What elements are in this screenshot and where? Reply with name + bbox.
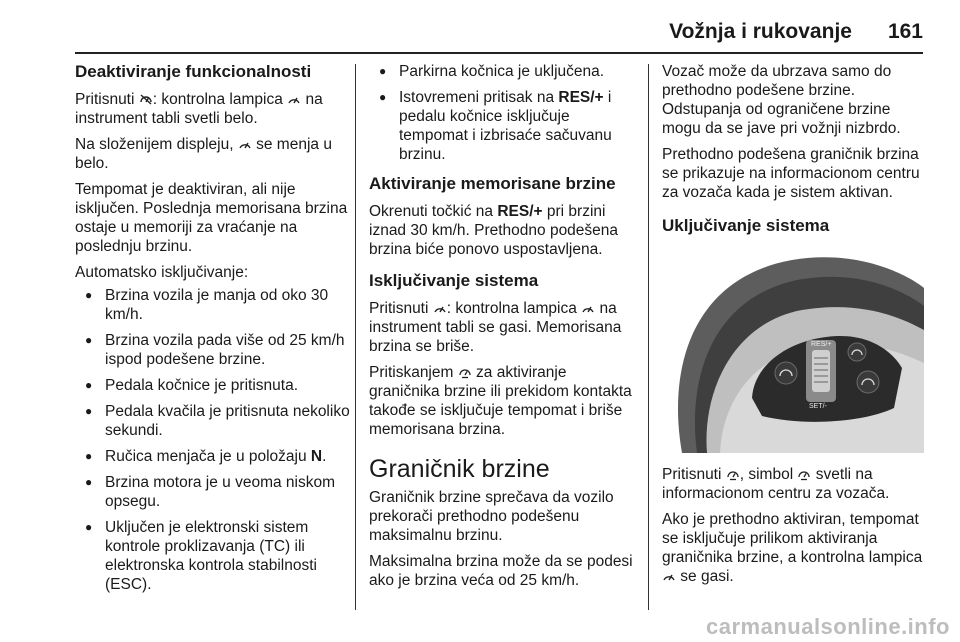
text: N — [310, 448, 323, 465]
steering-wheel-illustration — [662, 248, 924, 453]
paragraph: Automatsko isključivanje: — [75, 264, 249, 281]
list-item: ● Pedala kočnice je pritisnuta. — [75, 376, 350, 395]
text: za aktiviranje graničnika brzine ili prekidom kontakta takođe se isključuje tempomat i briše memorisana brzina. — [369, 364, 632, 438]
cruise-control-icon — [662, 569, 676, 583]
heading-speed-limiter: Graničnik brzine — [369, 455, 550, 483]
column-divider — [648, 64, 649, 610]
text: Pritisnuti — [369, 300, 433, 317]
paragraph — [662, 465, 924, 503]
list-item: ● Parkirna kočnica je uključena. — [369, 62, 634, 81]
text: na instrument tabli svetli belo. — [75, 91, 323, 127]
speed-limiter-icon — [726, 467, 740, 481]
section-title: Vožnja i rukovanje — [669, 20, 852, 43]
paragraph — [75, 135, 350, 173]
set-label: SET/- — [809, 403, 827, 410]
text: : kontrolna lampica — [446, 300, 582, 317]
column-2 — [369, 62, 634, 597]
res-label: RES/+ — [811, 341, 832, 348]
text: Pritiskanjem — [369, 364, 458, 381]
paragraph: Tempomat je deaktiviran, ali nije isključen. Poslednja memorisana brzina ostaje u memoriji za vraćanje na poslednju brzinu. — [75, 181, 348, 255]
column-3 — [662, 62, 924, 593]
paragraph — [369, 202, 634, 259]
paragraph — [75, 90, 350, 128]
paragraph — [369, 299, 634, 356]
text: Na složenijem displeju, — [75, 136, 238, 153]
heading-deactivate: Deaktiviranje funkcionalnosti — [75, 62, 312, 81]
column-divider — [355, 64, 356, 610]
speed-limiter-icon — [797, 467, 811, 481]
paragraph: Maksimalna brzina može da se podesi ako je brzina veća od 25 km/h. — [369, 553, 633, 589]
text: , simbol — [739, 466, 798, 483]
cruise-control-icon — [581, 301, 595, 315]
text: Okrenuti točkić na — [369, 203, 498, 220]
list-item: ● Brzina vozila je manja od oko 30 km/h. — [75, 286, 350, 324]
paragraph: Graničnik brzine sprečava da vozilo prekorači prethodno podešenu maksimalnu brzinu. — [369, 489, 614, 544]
text: Pritisnuti — [75, 91, 139, 108]
text: se menja u belo. — [75, 136, 332, 172]
text: Ručica menjača je u položaju — [105, 448, 311, 465]
text: RES/+ — [558, 89, 604, 106]
speed-limiter-icon — [458, 365, 472, 379]
list-item: ● Brzina motora je u veoma niskom opsegu. — [75, 473, 350, 511]
text: : kontrolna lampica — [152, 91, 288, 108]
list-item — [369, 88, 634, 164]
cruise-control-icon — [238, 137, 252, 151]
paragraph — [369, 363, 634, 439]
paragraph: Vozač može da ubrzava samo do prethodno podešene brzine. Odstupanja od ograničene brzine mogu da se jave pri vožnji nizbrdo. — [662, 63, 901, 137]
text: i pedalu kočnice isključuje tempomat i izbrisaće sačuvanu brzinu. — [399, 89, 612, 163]
page-header — [669, 20, 923, 44]
list-item: ● Pedala kvačila je pritisnuta nekoliko sekundi. — [75, 402, 350, 440]
list-item: ● Brzina vozila pada više od 25 km/h ispod podešene brzine. — [75, 331, 350, 369]
page-number: 161 — [887, 20, 923, 43]
text: Pritisnuti — [662, 466, 726, 483]
text: RES/+ — [497, 203, 543, 220]
header-rule — [75, 52, 923, 54]
cruise-control-icon — [287, 92, 301, 106]
paragraph — [662, 510, 924, 586]
text: . — [322, 448, 327, 465]
paragraph: Prethodno podešena graničnik brzina se prikazuje na informacionom centru za vozača kada je sistem aktivan. — [662, 146, 920, 201]
auto-off-list — [75, 286, 350, 594]
cruise-control-icon — [433, 301, 447, 315]
text: pri brzini iznad 30 km/h. Prethodno podešena brzina biće ponovo uspostavljena. — [369, 203, 619, 258]
cruise-cancel-icon — [139, 92, 153, 106]
text: svetli na informacionom centru za vozača. — [662, 466, 890, 502]
list-item: ● Uključen je elektronski sistem kontrole proklizavanja (TC) ili elektronska kontrola stabilnosti (ESC). — [75, 518, 350, 594]
text: na instrument tabli se gasi. Memorisana brzina se briše. — [369, 300, 622, 355]
heading-resume: Aktiviranje memorisane brzine — [369, 174, 616, 193]
auto-off-list-continued — [369, 62, 634, 164]
heading-switch-off: Isključivanje sistema — [369, 271, 539, 290]
heading-switch-on: Uključivanje sistema — [662, 216, 830, 235]
list-item — [75, 447, 350, 466]
watermark: carmanualsonline.info — [706, 614, 950, 639]
text: se gasi. — [676, 568, 734, 585]
text: Ako je prethodno aktiviran, tempomat se isključuje prilikom aktiviranja graničnika brzine, a kontrolna lampica — [662, 511, 923, 566]
column-1 — [75, 62, 350, 601]
text: Istovremeni pritisak na — [399, 89, 559, 106]
